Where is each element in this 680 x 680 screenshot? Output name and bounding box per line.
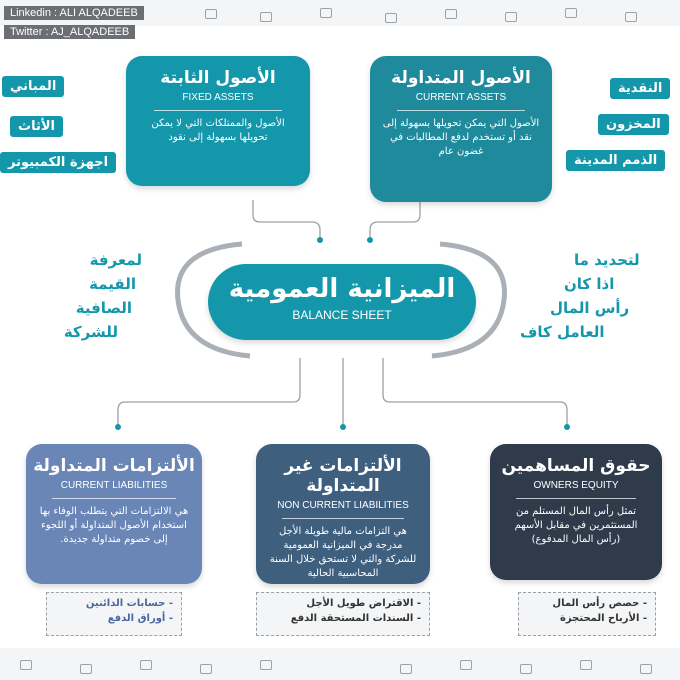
example-item: - حصص رأس المال: [552, 598, 647, 609]
linkedin-credit: Linkedin : ALI ALQADEEB: [4, 6, 144, 20]
current-assets-subtitle: CURRENT ASSETS: [415, 92, 507, 103]
fixed-assets-description: الأصول والممتلكات التي لا يمكن تحويلها بسهولة إلى نقود: [151, 118, 285, 143]
current-assets-description: الأصول التي يمكن تحويلها بسهولة إلى نقد أو تستخدم لدفع المطالبات في غضون عام: [382, 118, 540, 157]
tag-furniture: الأثاث: [10, 116, 63, 137]
left-side-line: لمعرفة: [89, 251, 142, 269]
right-side-text: [520, 248, 660, 344]
owners-equity-examples: [518, 592, 656, 636]
connector-dot: [317, 237, 323, 243]
balance-sheet-subtitle: BALANCE SHEET: [292, 308, 392, 322]
divider: [154, 110, 283, 111]
current-liabilities-title: الألتزامات المتداولة: [33, 456, 195, 476]
connector-dot: [367, 237, 373, 243]
divider: [397, 110, 524, 111]
current-liabilities-examples: [46, 592, 182, 636]
left-side-text: [30, 248, 150, 344]
non-current-liabilities-subtitle: NON CURRENT LIABILITIES: [277, 500, 409, 511]
non-current-liabilities-description: هي التزامات مالية طويلة الأجل مدرجة في الميزانية العمومية للشركة والتي لا تستحق خلال السنة المحاسبية الحالية: [269, 526, 417, 579]
twitter-credit: Twitter : AJ_ALQADEEB: [4, 25, 135, 39]
current-liabilities-description: هي الالتزامات التي يتطلب الوفاء بها استخدام الأصول المتداولة أو اللجوء إلى خصوم متداولة جديدة.: [39, 506, 189, 545]
right-side-line: لتحديد ما: [574, 251, 640, 269]
right-side-line: رأس المال: [550, 299, 630, 317]
left-side-line: القيمة: [89, 275, 136, 293]
divider: [52, 498, 175, 499]
example-item: - حسابات الدائنين: [85, 598, 173, 609]
divider: [516, 498, 636, 499]
connector-dot: [115, 424, 121, 430]
owners-equity-title: حقوق المساهمين: [501, 456, 651, 476]
tag-cash: النقدية: [610, 78, 670, 99]
example-item: - السندات المستحقة الدفع: [290, 613, 421, 624]
example-item: - الاقتراض طويل الأجل: [306, 598, 421, 609]
tag-inventory: المخزون: [598, 114, 669, 135]
tag-receivables: الذمم المدينة: [566, 150, 665, 171]
right-side-line: العامل كاف: [520, 323, 605, 341]
current-liabilities-subtitle: CURRENT LIABILITIES: [60, 480, 168, 491]
owners-equity-subtitle: OWNERS EQUITY: [533, 480, 619, 491]
left-side-line: للشركة: [63, 323, 118, 341]
fixed-assets-title: الأصول الثابتة: [160, 68, 276, 88]
left-side-line: الصافية: [75, 299, 132, 317]
current-assets-card: [370, 56, 552, 202]
current-liabilities-card: [26, 444, 202, 584]
non-current-liabilities-examples: [256, 592, 430, 636]
balance-sheet-title: الميزانية العمومية: [228, 274, 456, 304]
fixed-assets-subtitle: FIXED ASSETS: [182, 92, 254, 103]
example-item: - الأرباح المحتجزة: [560, 613, 647, 624]
non-current-liabilities-title: الألتزامات غير المتداولة: [284, 456, 402, 496]
right-side-line: اذا كان: [564, 275, 615, 293]
owners-equity-description: تمثل رأس المال المستلم من المستثمرين في مقابل الأسهم (رأس المال المدفوع): [514, 506, 638, 545]
current-assets-title: الأصول المتداولة: [391, 68, 531, 88]
fixed-assets-card: [126, 56, 310, 186]
connector-dot: [564, 424, 570, 430]
tag-computers: اجهزة الكمبيوتر: [0, 152, 116, 173]
owners-equity-card: [490, 444, 662, 580]
balance-sheet-pill: [208, 264, 476, 340]
example-item: - أوراق الدفع: [107, 613, 173, 624]
connector-dot: [340, 424, 346, 430]
non-current-liabilities-card: [256, 444, 430, 584]
divider: [282, 518, 404, 519]
tag-buildings: المباني: [2, 76, 64, 97]
